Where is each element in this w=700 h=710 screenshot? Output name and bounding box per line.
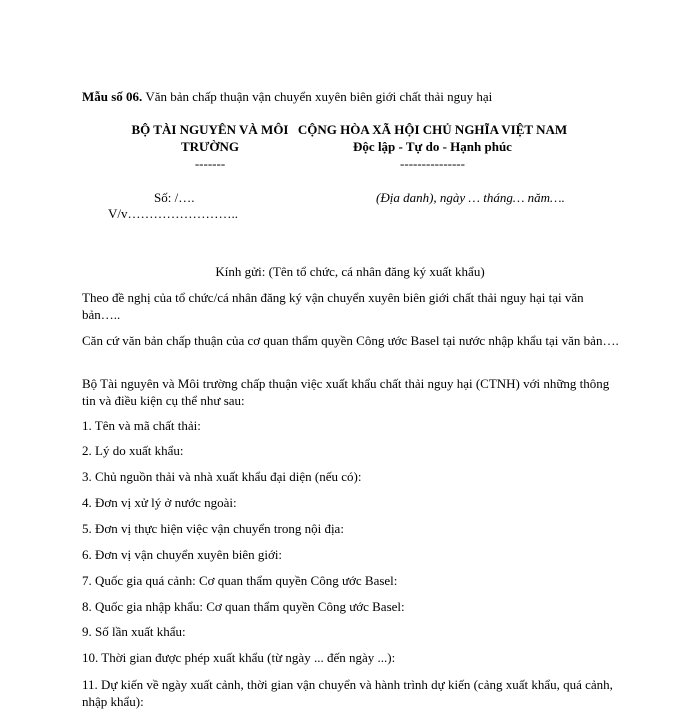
list-item: 8. Quốc gia nhập khẩu: Cơ quan thẩm quyền Công ước Basel:	[82, 599, 405, 614]
list-item: 1. Tên và mã chất thải:	[82, 418, 201, 433]
recipient-line: Kính gửi: (Tên tổ chức, cá nhân đăng ký xuất khẩu)	[215, 264, 485, 279]
ministry-divider: -------	[194, 156, 226, 171]
list-item: 7. Quốc gia quá cảnh: Cơ quan thẩm quyền Công ước Basel:	[82, 573, 398, 588]
country-name: CỘNG HÒA XÃ HỘI CHỦ NGHĨA VIỆT NAM	[297, 122, 568, 137]
paragraph-approval: Bộ Tài nguyên và Môi trường chấp thuận việc xuất khẩu chất thải nguy hại (CTNH) với những thông tin và điều kiện cụ thể như sau:	[82, 376, 610, 408]
list-item: 4. Đơn vị xử lý ở nước ngoài:	[82, 495, 237, 510]
paragraph-basis: Căn cứ văn bản chấp thuận của cơ quan thẩm quyền Công ước Basel tại nước nhập khẩu tại văn bản….	[82, 333, 619, 348]
document-number: Số: /….	[154, 190, 195, 205]
national-divider: ---------------	[400, 156, 465, 171]
list-item: 2. Lý do xuất khẩu:	[82, 443, 184, 458]
list-item: 10. Thời gian được phép xuất khẩu (từ ngày ... đến ngày ...):	[82, 650, 396, 665]
form-number: Mẫu số 06.	[82, 89, 143, 104]
ministry-name-line2: TRƯỜNG	[180, 139, 240, 154]
national-header	[280, 121, 585, 172]
document-subject: V/v……………………..	[108, 206, 238, 221]
form-title-text: Văn bản chấp thuận vận chuyển xuyên biên giới chất thải nguy hại	[142, 89, 493, 104]
list-item: 9. Số lần xuất khẩu:	[82, 624, 186, 639]
ministry-name-line1: BỘ TÀI NGUYÊN VÀ MÔI	[131, 122, 289, 137]
list-item: 6. Đơn vị vận chuyển xuyên biên giới:	[82, 547, 283, 562]
paragraph-request: Theo đề nghị của tổ chức/cá nhân đăng ký vận chuyển xuyên biên giới chất thải nguy hại tại văn bản…..	[82, 290, 584, 322]
list-item: 3. Chủ nguồn thải và nhà xuất khẩu đại diện (nếu có):	[82, 469, 362, 484]
place-date: (Địa danh), ngày … tháng… năm….	[376, 190, 565, 205]
list-item: 5. Đơn vị thực hiện việc vận chuyển trong nội địa:	[82, 521, 344, 536]
list-item: 11. Dự kiến về ngày xuất cảnh, thời gian vận chuyển và hành trình dự kiến (cảng xuất khẩu, quá cảnh, nhập khẩu):	[82, 677, 613, 709]
national-motto: Độc lập - Tự do - Hạnh phúc	[353, 139, 512, 154]
form-title	[82, 89, 492, 105]
